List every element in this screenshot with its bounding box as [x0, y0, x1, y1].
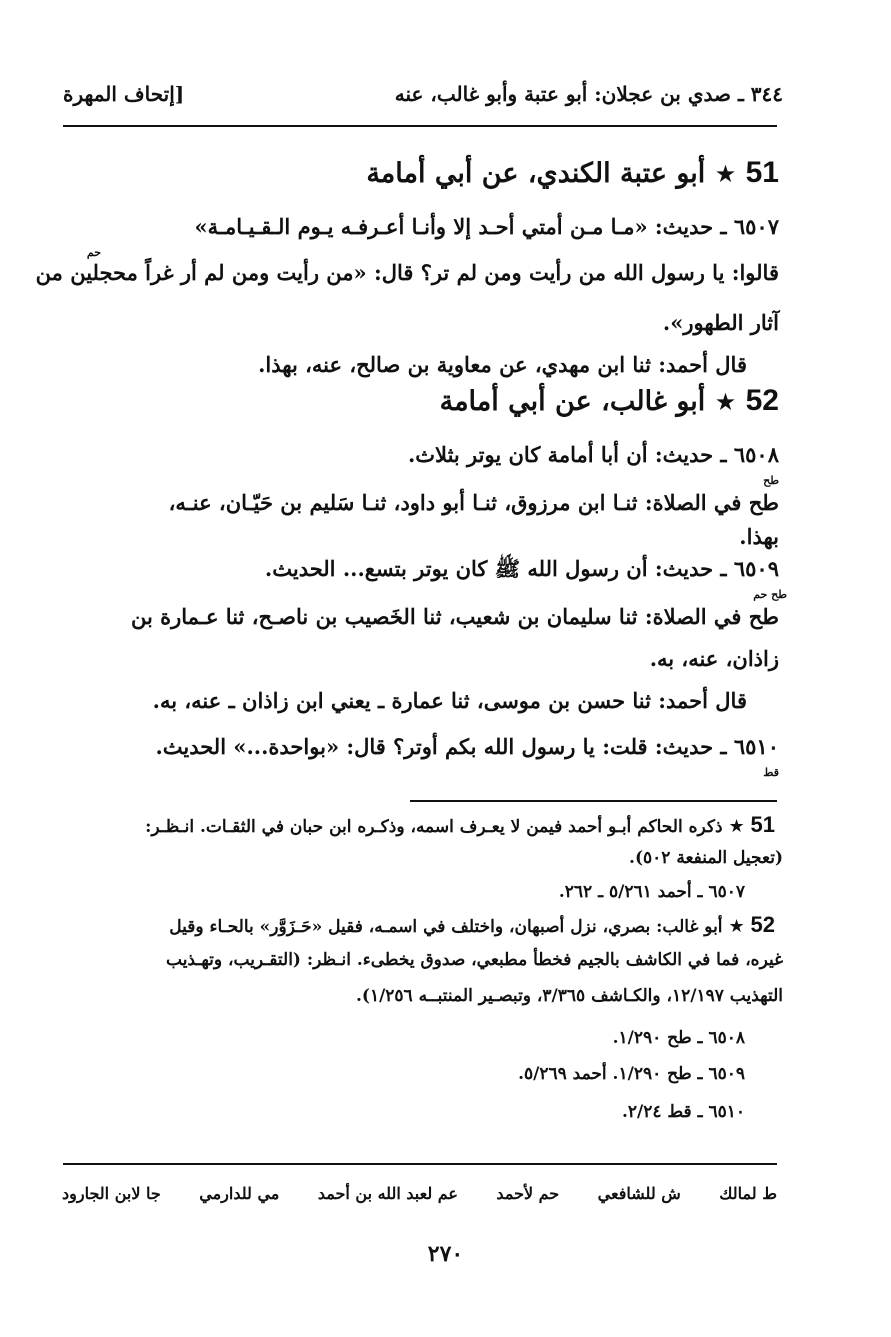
hadith-6510-line-1: ٦٥١٠ ـ حديث: قلت: يا رسول الله بكم أوتر؟ قال: «بواحدة...» الحديث.: [155, 734, 779, 759]
footnote-52-line-3: التهذيب ١٢/١٩٧، والكـاشف ٣/٣٦٥، وتبصـير المنتبــه ١/٢٥٦).: [355, 986, 783, 1006]
star-icon: ★: [714, 388, 737, 416]
hadith-6509-isnad: قال أحمد: ثنا حسن بن موسى، ثنا عمارة ـ يعني ابن زاذان ـ عنه، به.: [152, 688, 747, 713]
section-number: 52: [745, 384, 779, 417]
footnote-rule: [410, 800, 777, 802]
star-icon: ★: [714, 160, 737, 188]
section-title: أبو غالب، عن أبي أمامة: [439, 386, 706, 417]
source-siglum: طح حم: [753, 588, 787, 601]
source-siglum: قط: [763, 766, 779, 779]
hadith-6507-isnad: قال أحمد: ثنا ابن مهدي، عن معاوية بن صالح، عنه، بهذا.: [258, 352, 747, 377]
footnote-52-line-2: غيره، فما في الكاشف بالجيم فخطأ مطبعي، صدوق يخطىء. انـظر: (التقـريب، وتهـذيب: [166, 950, 783, 970]
hadith-6507-line-3: آثار الطهور».: [662, 310, 779, 335]
star-icon: ★: [728, 916, 745, 937]
abbreviations-key: [62, 1184, 777, 1203]
hadith-6508-line-3: بهذا.: [739, 524, 779, 549]
footnote-number: 51: [750, 812, 775, 837]
ref-6507: ٦٥٠٧ ـ أحمد ٥/٢٦١ ـ ٢٦٢.: [558, 882, 745, 902]
hadith-6509-line-2: طح في الصلاة: ثنا سليمان بن شعيب، ثنا الخَصيب بن ناصـح، ثنا عـمارة بن: [130, 604, 779, 629]
ref-6510: ٦٥١٠ ـ قط ٢/٢٤.: [621, 1102, 745, 1122]
ref-6508: ٦٥٠٨ ـ طح ١/٢٩٠.: [612, 1028, 745, 1048]
hadith-6508-line-1: ٦٥٠٨ ـ حديث: أن أبا أمامة كان يوتر بثلاث.: [407, 442, 779, 467]
hadith-6508-line-2: طح في الصلاة: ثنـا ابن مرزوق، ثنـا أبو داود، ثنـا سَليم بن حَيّـان، عنـه،: [168, 490, 779, 515]
footnote-51-line-1: 51 ★ ذكره الحاكم أبـو أحمد فيمن لا يعـرف اسمه، وذكـره ابن حبان في الثقـات. انـظـر:: [145, 812, 775, 837]
running-header-title: ٣٤٤ ـ صدي بن عجلان: أبو عتبة وأبو غالب، عنه: [394, 82, 783, 106]
abbreviation-item: جا لابن الجارود: [62, 1184, 161, 1203]
abbreviation-item: مي للدارمي: [199, 1184, 280, 1203]
star-icon: ★: [728, 816, 745, 837]
hadith-6507-line-2: قالوا: يا رسول الله من رأيت ومن لم تر؟ قال: «من رأيت ومن لم أر غراً محجلين من: [35, 260, 779, 285]
ref-6509: ٦٥٠٩ ـ طح ١/٢٩٠. أحمد ٥/٢٦٩.: [518, 1064, 745, 1084]
hadith-6509-line-3: زاذان، عنه، به.: [649, 646, 779, 671]
header-rule: [63, 125, 777, 127]
source-siglum: حم: [86, 246, 101, 259]
abbreviation-item: عم لعبد الله بن أحمد: [317, 1184, 458, 1203]
abbreviation-item: ش للشافعي: [597, 1184, 681, 1203]
hadith-6507-line-1: ٦٥٠٧ ـ حديث: «مـا مـن أمتي أحـد إلا وأنـا أعـرفـه يـوم الـقـيـامـة»: [194, 214, 779, 239]
section-number: 51: [745, 156, 779, 189]
page-number: ٢٧٠: [427, 1241, 464, 1267]
hadith-6509-line-1: ٦٥٠٩ ـ حديث: أن رسول الله ﷺ كان يوتر بتسع... الحديث.: [264, 556, 779, 581]
footnote-51-line-2: (تعجيل المنفعة ٥٠٢).: [629, 848, 783, 868]
section-heading-52: [440, 384, 779, 418]
abbreviations-rule: [63, 1163, 777, 1165]
running-header-book: [إتحاف المهرة: [63, 82, 185, 106]
section-title: أبو عتبة الكندي، عن أبي أمامة: [366, 158, 706, 189]
footnote-52-line-1: 52 ★ أبو غالب: بصري، نزل أصبهان، واختلف في اسمـه، فقيل «حَـزَوَّر» بالحـاء وقيل: [169, 912, 775, 937]
footnote-number: 52: [750, 912, 775, 937]
abbreviation-item: حم لأحمد: [496, 1184, 560, 1203]
abbreviation-item: ط لمالك: [719, 1184, 777, 1203]
section-heading-51: [366, 156, 779, 190]
source-siglum: طح: [763, 474, 779, 487]
